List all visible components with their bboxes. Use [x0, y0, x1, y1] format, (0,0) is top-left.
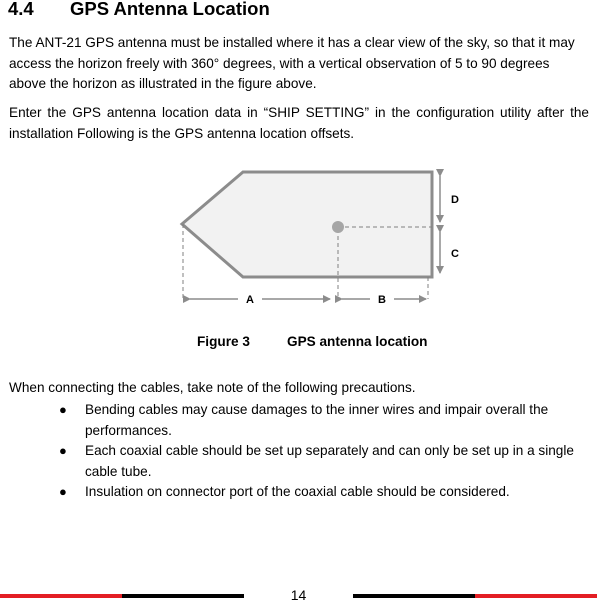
label-c: C [451, 248, 459, 260]
label-d: D [451, 194, 459, 206]
list-item [0, 482, 597, 503]
list-item [0, 400, 597, 441]
figure-caption-title: GPS antenna location [287, 334, 428, 349]
bullet-icon: ● [59, 402, 67, 417]
precautions-intro: When connecting the cables, take note of the following precautions. [9, 380, 416, 395]
section-title: GPS Antenna Location [70, 0, 270, 19]
antenna-marker [332, 221, 344, 233]
setting-paragraph: Enter the GPS antenna location data in “SHIP SETTING” in the configuration utility after the installation Following is the GPS antenna location offsets. [9, 105, 589, 141]
figure-caption-number: Figure 3 [197, 334, 250, 349]
section-number: 4.4 [8, 0, 34, 19]
gps-antenna-figure [170, 160, 470, 310]
precautions-list [0, 400, 597, 503]
page-number: 14 [290, 587, 307, 603]
list-item-text: Insulation on connector port of the coaxial cable should be considered. [85, 484, 510, 499]
list-item [0, 441, 597, 482]
list-item-text: Bending cables may cause damages to the inner wires and impair overall the performances. [85, 402, 549, 438]
bullet-icon: ● [59, 443, 67, 458]
ship-outline [182, 172, 432, 277]
label-b: B [378, 294, 386, 306]
ship-diagram [170, 160, 470, 310]
bullet-icon: ● [59, 484, 67, 499]
list-item-text: Each coaxial cable should be set up separately and can only be set up in a single cable tube. [85, 443, 574, 479]
intro-paragraph: The ANT-21 GPS antenna must be installed where it has a clear view of the sky, so that it may access the horizon freely with 360° degrees, with a vertical observation of 5 to 90 degrees above the horizon as illustrated in the figure above. [9, 35, 575, 91]
label-a: A [246, 294, 254, 306]
